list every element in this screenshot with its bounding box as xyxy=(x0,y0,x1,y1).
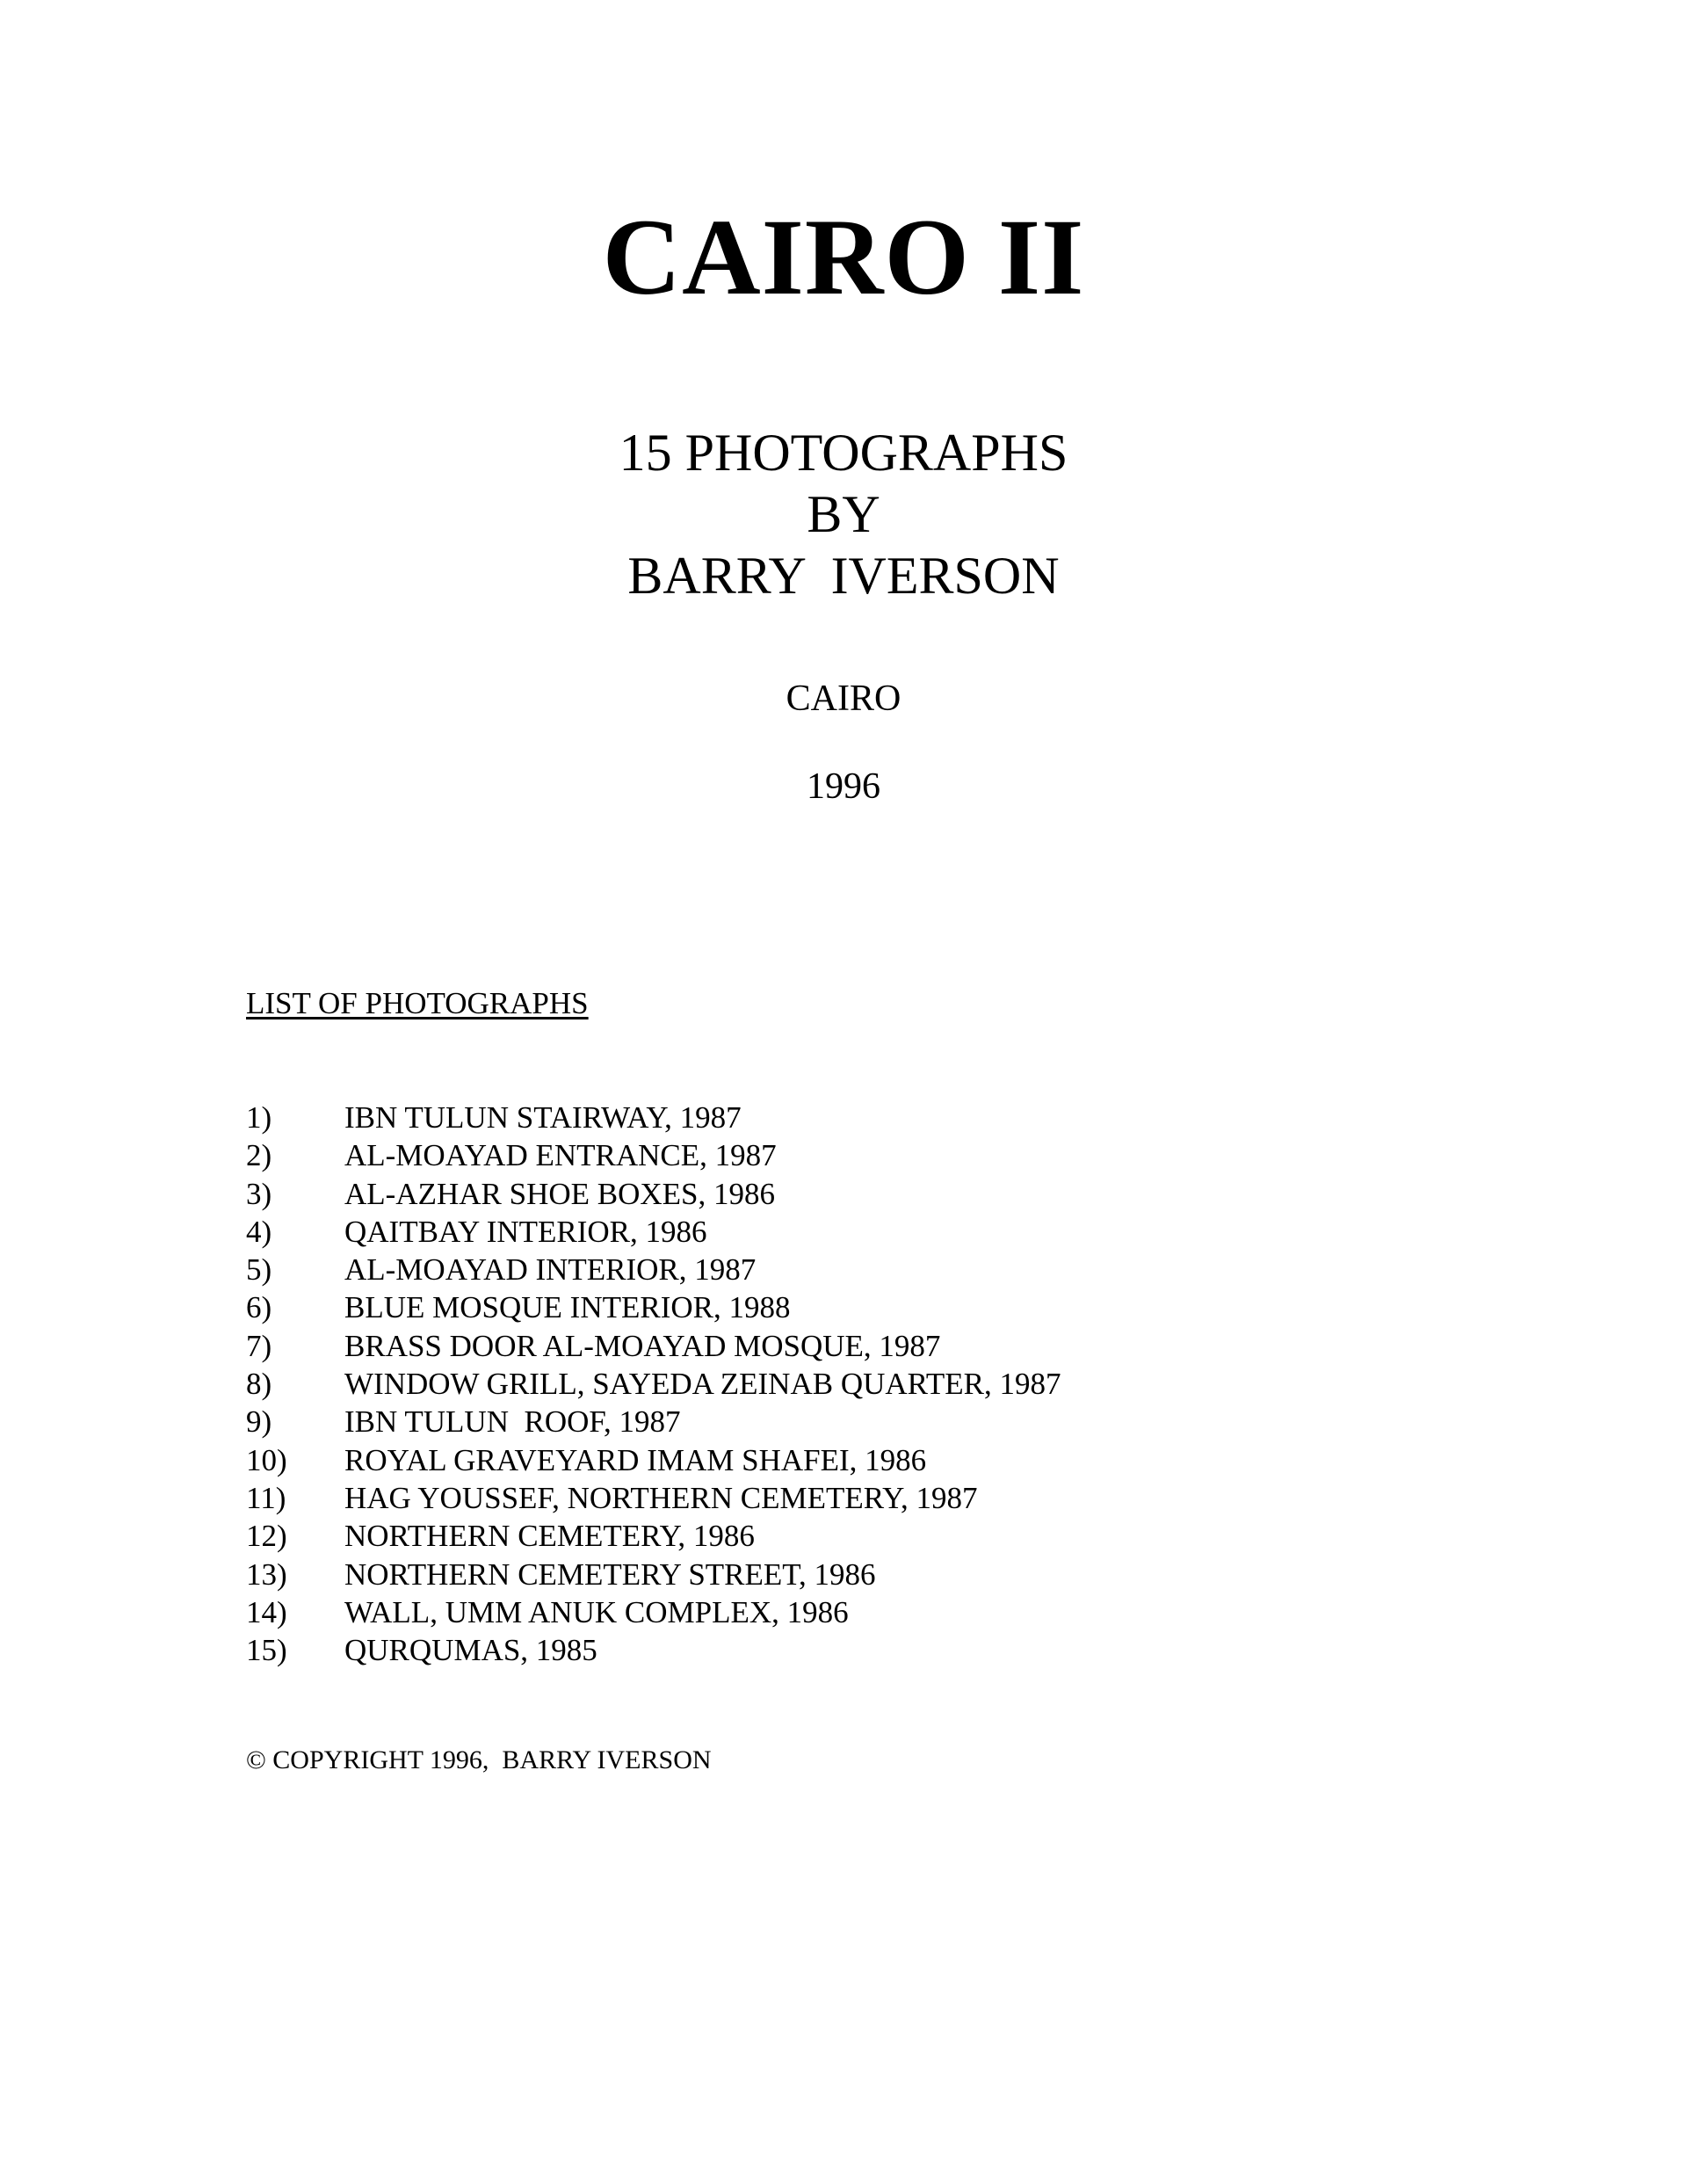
list-item xyxy=(246,1365,1061,1403)
item-number: 2) xyxy=(246,1138,272,1173)
list-item xyxy=(246,1175,1061,1213)
list-item xyxy=(246,1479,1061,1517)
list-item xyxy=(246,1136,1061,1174)
item-number: 1) xyxy=(246,1100,272,1135)
item-caption: NORTHERN CEMETERY STREET, 1986 xyxy=(344,1556,876,1592)
item-number: 11) xyxy=(246,1480,286,1515)
item-caption: QAITBAY INTERIOR, 1986 xyxy=(344,1214,707,1249)
item-number: 10) xyxy=(246,1442,287,1477)
subtitle-line: 15 PHOTOGRAPHS xyxy=(619,424,1068,482)
list-heading: LIST OF PHOTOGRAPHS xyxy=(246,986,589,1020)
item-caption: AL-MOAYAD ENTRANCE, 1987 xyxy=(344,1138,777,1173)
item-number: 4) xyxy=(246,1214,272,1249)
list-item xyxy=(246,1288,1061,1326)
publication-year: 1996 xyxy=(807,766,880,807)
item-caption: WINDOW GRILL, SAYEDA ZEINAB QUARTER, 1987 xyxy=(344,1367,1061,1402)
list-item xyxy=(246,1099,1061,1136)
item-number: 12) xyxy=(246,1519,287,1554)
list-item xyxy=(246,1327,1061,1365)
list-item xyxy=(246,1517,1061,1555)
photograph-list xyxy=(246,1099,1061,1669)
item-caption: ROYAL GRAVEYARD IMAM SHAFEI, 1986 xyxy=(344,1442,927,1477)
item-number: 5) xyxy=(246,1252,272,1288)
list-item xyxy=(246,1631,1061,1669)
item-caption: AL-MOAYAD INTERIOR, 1987 xyxy=(344,1252,757,1288)
list-item xyxy=(246,1556,1061,1593)
item-caption: NORTHERN CEMETERY, 1986 xyxy=(344,1519,755,1554)
item-number: 8) xyxy=(246,1367,272,1402)
list-item xyxy=(246,1593,1061,1631)
subtitle-line: BARRY IVERSON xyxy=(627,547,1060,605)
subtitle-line: BY xyxy=(807,485,880,543)
list-item xyxy=(246,1251,1061,1288)
subtitle-block xyxy=(0,422,1687,606)
item-caption: HAG YOUSSEF, NORTHERN CEMETERY, 1987 xyxy=(344,1480,978,1515)
item-caption: BLUE MOSQUE INTERIOR, 1988 xyxy=(344,1290,791,1325)
item-caption: AL-AZHAR SHOE BOXES, 1986 xyxy=(344,1176,775,1211)
item-caption: QURQUMAS, 1985 xyxy=(344,1633,597,1668)
place-name: CAIRO xyxy=(786,678,901,719)
document-title: CAIRO II xyxy=(602,197,1085,317)
item-number: 6) xyxy=(246,1290,272,1325)
list-item xyxy=(246,1441,1061,1479)
list-item xyxy=(246,1403,1061,1440)
item-caption: BRASS DOOR AL-MOAYAD MOSQUE, 1987 xyxy=(344,1328,941,1363)
copyright-notice: © COPYRIGHT 1996, BARRY IVERSON xyxy=(246,1745,712,1774)
item-caption: IBN TULUN STAIRWAY, 1987 xyxy=(344,1100,742,1135)
item-caption: WALL, UMM ANUK COMPLEX, 1986 xyxy=(344,1594,849,1629)
item-number: 7) xyxy=(246,1328,272,1363)
item-number: 9) xyxy=(246,1404,272,1440)
item-number: 14) xyxy=(246,1594,287,1629)
item-number: 3) xyxy=(246,1176,272,1211)
item-caption: IBN TULUN ROOF, 1987 xyxy=(344,1404,681,1440)
list-item xyxy=(246,1213,1061,1251)
item-number: 13) xyxy=(246,1556,287,1592)
item-number: 15) xyxy=(246,1633,287,1668)
